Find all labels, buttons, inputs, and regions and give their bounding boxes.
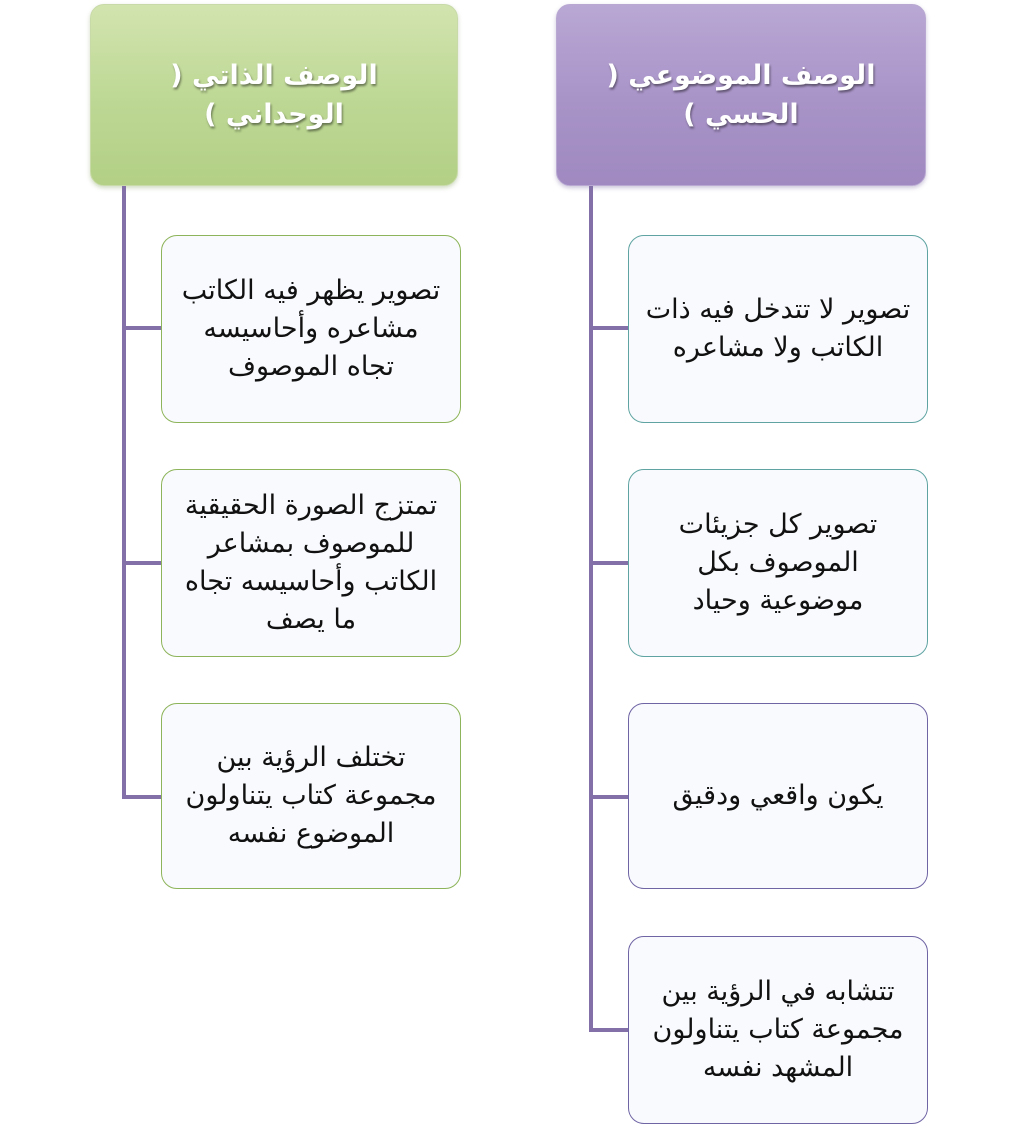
left-branch-item-3 — [161, 703, 461, 889]
right-branch-title: الوصف الموضوعي ( الحسي ) — [606, 59, 876, 130]
right-branch-item-3-text: يكون واقعي ودقيق — [672, 780, 884, 812]
right-branch-item-2-text: تصوير كل جزيئات الموصوف بكل موضوعية وحياد — [678, 509, 878, 616]
left-trunk-line — [122, 186, 126, 798]
right-branch-item-2 — [628, 469, 928, 657]
left-branch-item-3-text: تختلف الرؤية بين مجموعة كتاب يتناولون الموضوع نفسه — [185, 742, 437, 849]
right-branch-item-1-text: تصوير لا تتدخل فيه ذات الكاتب ولا مشاعره — [645, 294, 911, 363]
right-branch-item-4-text: تتشابه في الرؤية بين مجموعة كتاب يتناولون المشهد نفسه — [652, 976, 904, 1083]
right-branch-line-4 — [589, 1028, 629, 1032]
left-branch-item-2 — [161, 469, 461, 657]
right-branch-line-2 — [589, 561, 629, 565]
right-trunk-line — [589, 186, 593, 1031]
right-branch-item-3 — [628, 703, 928, 889]
left-branch-title: الوصف الذاتي ( الوجداني ) — [170, 59, 378, 130]
left-branch-item-2-text: تمتزج الصورة الحقيقية للموصوف بمشاعر الكاتب وأحاسيسه تجاه ما يصف — [184, 490, 438, 635]
left-branch-line-3 — [122, 795, 162, 799]
left-branch-line-1 — [122, 326, 162, 330]
right-branch-item-4 — [628, 936, 928, 1124]
right-branch-line-1 — [589, 326, 629, 330]
right-branch-header — [556, 4, 926, 186]
left-branch-line-2 — [122, 561, 162, 565]
left-branch-header — [90, 4, 458, 186]
left-branch-item-1 — [161, 235, 461, 423]
left-branch-item-1-text: تصوير يظهر فيه الكاتب مشاعره وأحاسيسه تجاه الموصوف — [181, 275, 441, 382]
right-branch-line-3 — [589, 795, 629, 799]
right-branch-item-1 — [628, 235, 928, 423]
